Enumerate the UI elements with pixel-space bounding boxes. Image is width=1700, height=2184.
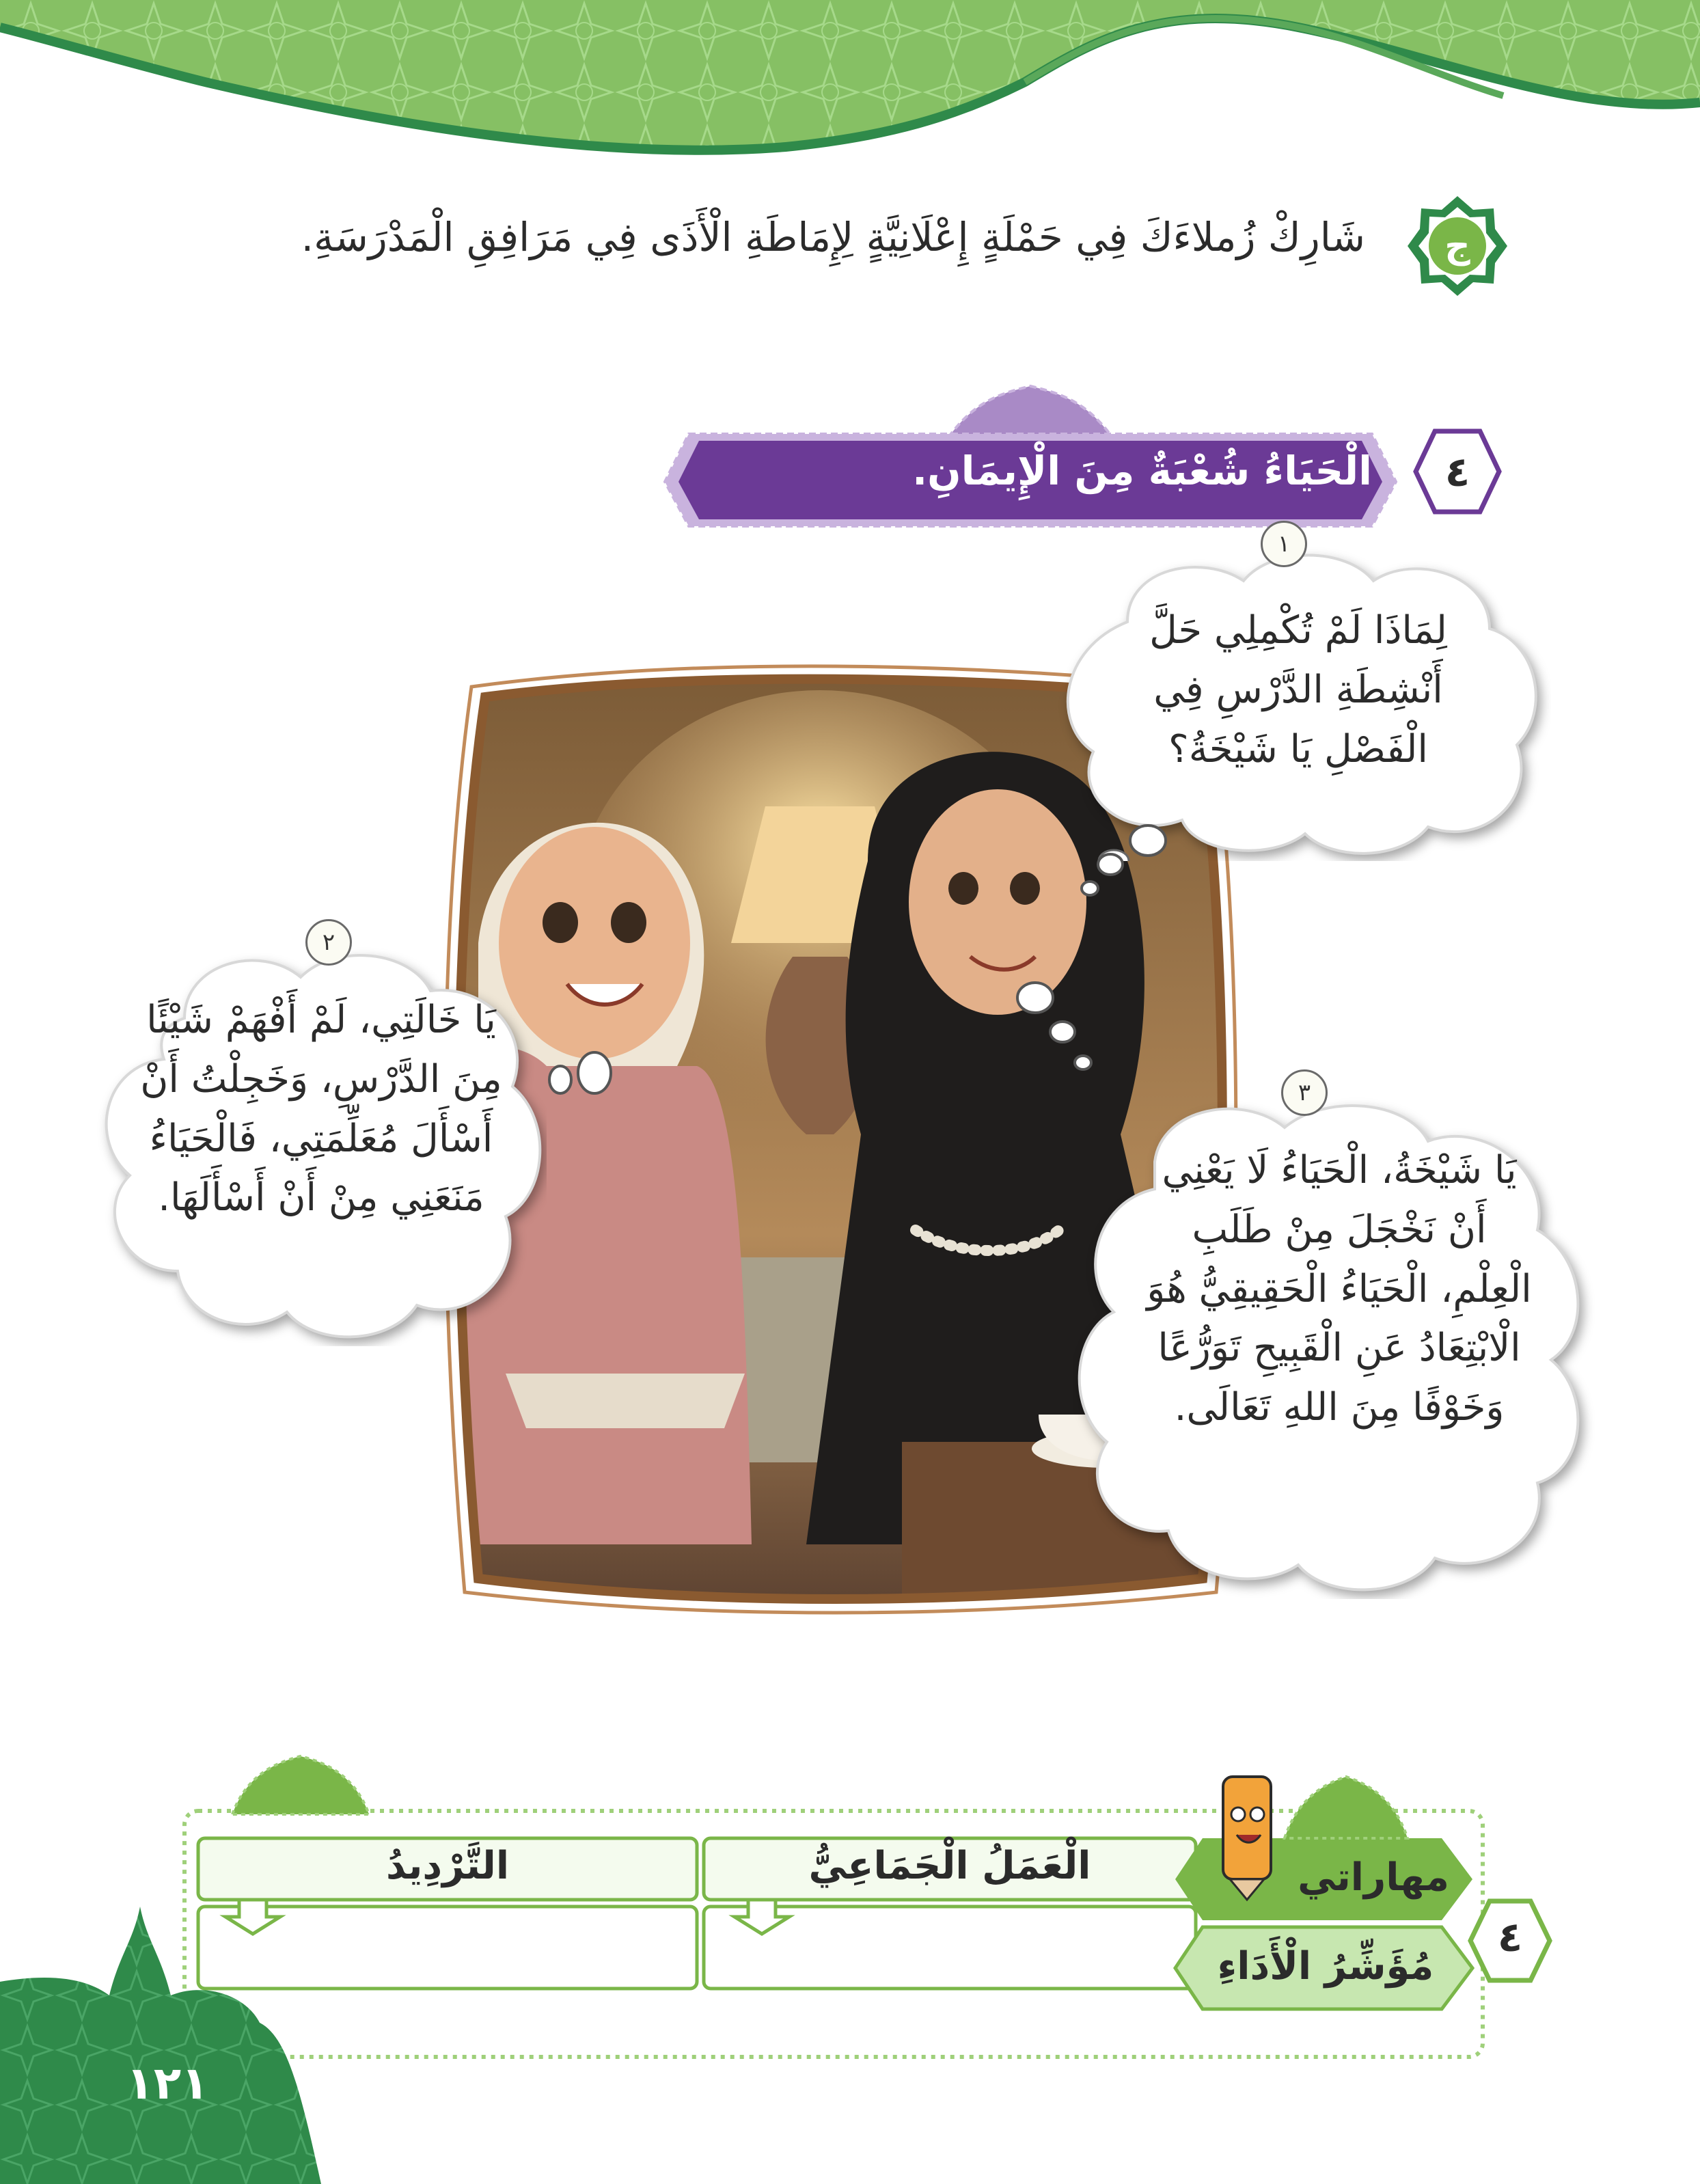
bubble-2-line: مِنَ الدَّرْسِ، وَخَجِلْتُ أَنْ [140, 1056, 502, 1102]
bubble-3-line: الْابْتِعَادُ عَنِ الْقَبِيحِ تَوَرُّعًا [1157, 1326, 1521, 1371]
bubble-number-3: ٣ [1281, 1069, 1328, 1116]
lesson-number-hexagon [1413, 427, 1502, 516]
bubble-1-text [1093, 601, 1503, 779]
bubble-1-line: أَنْشِطَةِ الدَّرْسِ فِي [1153, 667, 1443, 712]
bubble-2-line: أَسْأَلَ مُعَلِّمَتِي، فَالْحَيَاءُ [149, 1116, 493, 1161]
header-pattern-band [0, 0, 1700, 178]
bubble-3-line: يَا شَيْخَةُ، الْحَيَاءُ لَا يَعْنِي [1162, 1148, 1517, 1192]
skill-item-teamwork: الْعَمَلُ الْجَمَاعِيُّ [808, 1844, 1091, 1888]
activity-badge-letter: ج [1444, 226, 1470, 267]
bubble-2-line: مَنَعَنِي مِنْ أَنْ أَسْأَلَهَا. [158, 1175, 484, 1220]
bubble-1-line: الْفَصْلِ يَا شَيْخَةُ؟ [1168, 726, 1428, 772]
bubble-2-text [123, 991, 519, 1228]
page-number: ١٢١ [126, 2057, 209, 2110]
activity-badge [1406, 195, 1509, 297]
lesson-title: الْحَيَاءُ شُعْبَةٌ مِنَ الْإِيمَانِ. [912, 448, 1372, 494]
bubble-number-2: ٢ [305, 919, 352, 966]
skills-heading: مهاراتي [1298, 1855, 1449, 1900]
lesson-number: ٤ [1444, 448, 1470, 496]
activity-instruction: شَارِكْ زُملاءَكَ فِي حَمْلَةٍ إِعْلَانِيَّةٍ لِإِمَاطَةِ الْأَذَى فِي مَرَافِقِ الْمَدْرَسَةِ. [301, 214, 1365, 260]
thought-dots-2 [540, 1046, 622, 1107]
bubble-2-line: يَا خَالَتِي، لَمْ أَفْهَمْ شَيْئًا [146, 998, 496, 1042]
bubble-3-text [1107, 1141, 1572, 1438]
skills-number: ٤ [1497, 1913, 1523, 1961]
bubble-number-1: ١ [1261, 521, 1307, 567]
performance-indicator-label: مُؤَشِّرُ الْأَدَاءِ [1217, 1944, 1434, 1989]
bubble-1-line: لِمَاذَا لَمْ تُكْمِلِي حَلَّ [1149, 608, 1447, 653]
skill-item-repetition: التَّرْدِيدُ [385, 1844, 510, 1888]
bubble-3-line: أَنْ نَخْجَلَ مِنْ طَلَبِ [1192, 1207, 1487, 1252]
thought-dots-3 [1011, 977, 1100, 1080]
thought-dots-1 [1073, 820, 1168, 916]
bubble-3-line: الْعِلْمِ، الْحَيَاءُ الْحَقِيقِيُّ هُوَ [1147, 1266, 1532, 1311]
bubble-3-line: وَخَوْفًا مِنَ اللهِ تَعَالَى. [1174, 1385, 1505, 1430]
